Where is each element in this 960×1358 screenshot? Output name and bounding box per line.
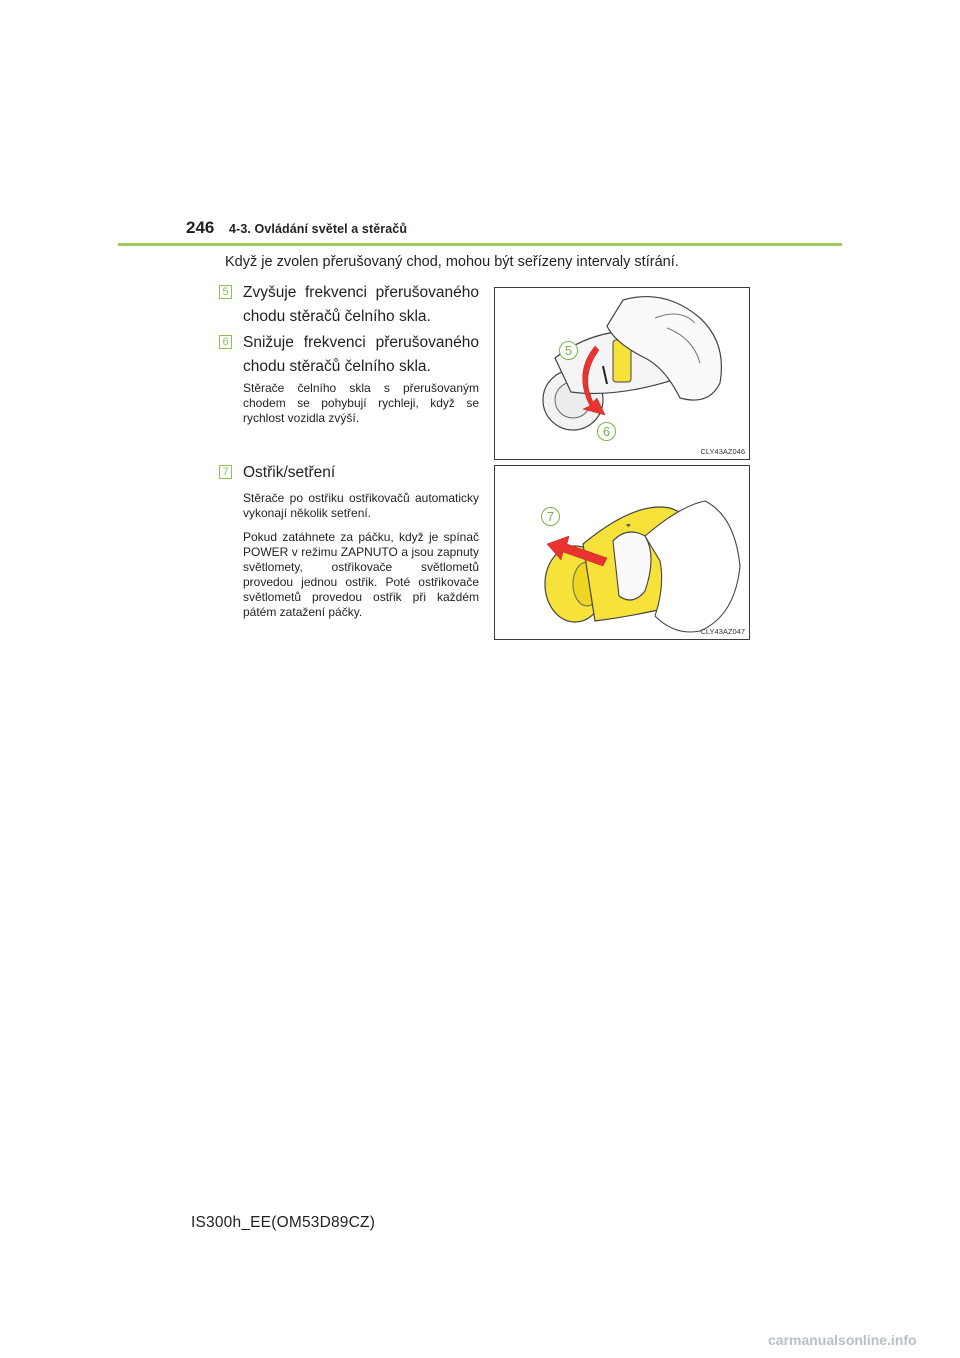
header-rule bbox=[118, 243, 842, 246]
section-title: 4-3. Ovládání světel a stěračů bbox=[229, 222, 408, 236]
callout-6: 6 bbox=[597, 422, 616, 441]
step-marker-7: 7 bbox=[219, 465, 232, 479]
washer-illustration bbox=[495, 466, 749, 639]
wiper-interval-illustration bbox=[495, 288, 749, 459]
watermark: carmanualsonline.info bbox=[768, 1332, 917, 1348]
svg-text:⚭: ⚭ bbox=[625, 521, 632, 530]
note-speed: Stěrače čelního skla s přerušovaným chodem se pohybují rychleji, když se rychlost vozidla zvýší. bbox=[243, 381, 479, 425]
note-wash-2: Pokud zatáhnete za páčku, když je spínač POWER v režimu ZAPNUTO a jsou zapnuty světlomety, ostřikovače světlometů provedou jednou ostřik. Poté ostřikovače světlometů provedou ostřik při každém pátém zatažení páčky. bbox=[243, 530, 479, 619]
figure-code: CLY43AZ046 bbox=[700, 447, 745, 456]
document-code: IS300h_EE(OM53D89CZ) bbox=[191, 1214, 376, 1231]
step-6-text: Snižuje frekvenci přerušovaného chodu stěračů čelního skla. bbox=[243, 334, 479, 375]
step-marker-6: 6 bbox=[219, 335, 232, 349]
figure-code: CLY43AZ047 bbox=[700, 627, 745, 636]
page-number: 246 bbox=[186, 218, 215, 237]
step-5-text: Zvyšuje frekvenci přerušovaného chodu stěračů čelního skla. bbox=[243, 284, 479, 325]
callout-5: 5 bbox=[559, 341, 578, 360]
callout-7: 7 bbox=[541, 507, 560, 526]
note-wash-1: Stěrače po ostřiku ostřikovačů automaticky vykonají několik setření. bbox=[243, 491, 479, 520]
figure-washer bbox=[494, 465, 750, 640]
figure-wiper-interval bbox=[494, 287, 750, 460]
intro-text: Když je zvolen přerušovaný chod, mohou být seřízeny intervaly stírání. bbox=[225, 254, 679, 270]
step-7-text: Ostřik/setření bbox=[243, 464, 336, 481]
step-marker-5: 5 bbox=[219, 285, 232, 299]
